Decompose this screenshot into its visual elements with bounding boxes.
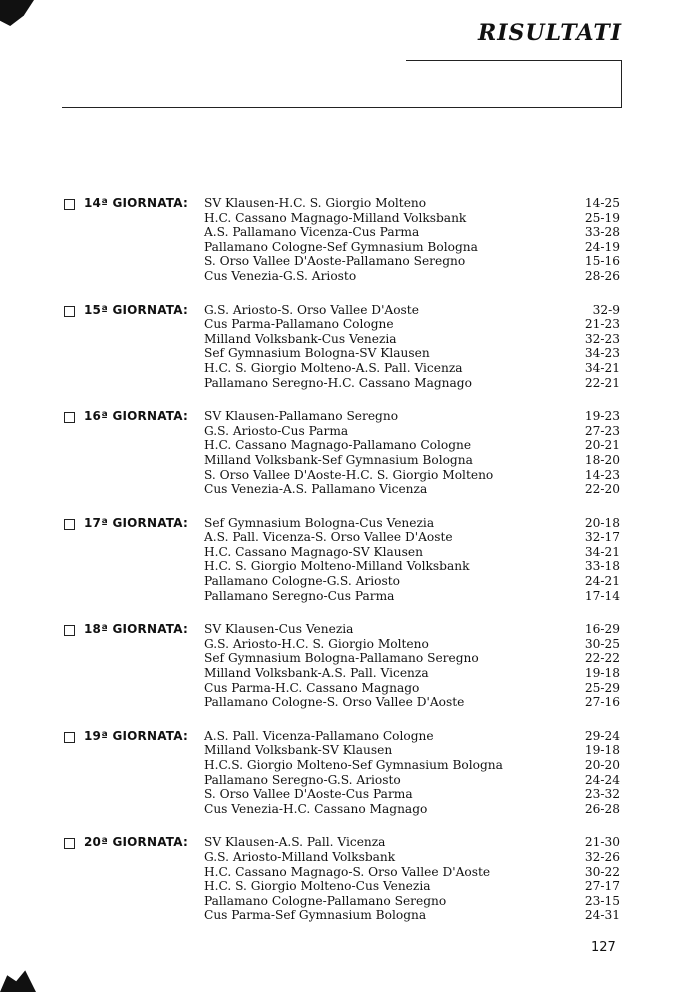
match-teams: Cus Venezia-G.S. Ariosto [204, 268, 357, 283]
match-row [204, 835, 620, 850]
round-label [64, 196, 204, 284]
match-teams: SV Klausen-H.C. S. Giorgio Molteno [204, 196, 427, 210]
match-row [204, 409, 620, 424]
match-score: 19-18 [584, 666, 620, 681]
match-row [204, 666, 620, 681]
round-label [64, 729, 204, 817]
match-row [204, 545, 620, 560]
match-row [204, 908, 620, 923]
match-list [204, 196, 620, 284]
match-row [204, 681, 620, 696]
match-row [204, 637, 620, 652]
match-teams: G.S. Ariosto-Cus Parma [204, 423, 349, 438]
match-score: 30-22 [584, 864, 620, 879]
match-row [204, 622, 620, 637]
match-teams: H.C. Cassano Magnago-SV Klausen [204, 544, 423, 559]
match-teams: H.C. Cassano Magnago-S. Orso Vallee D'Aoste [204, 864, 491, 879]
checkbox-icon [64, 838, 75, 849]
match-row [204, 225, 620, 240]
match-list [204, 409, 620, 497]
round-name: 20ª GIORNATA: [84, 835, 188, 850]
match-teams: G.S. Ariosto-Milland Volksbank [204, 849, 396, 864]
round-name: 15ª GIORNATA: [84, 302, 188, 317]
match-score: 23-32 [584, 787, 620, 802]
match-score: 18-20 [584, 452, 620, 467]
match-row [204, 758, 620, 773]
match-score: 33-18 [584, 559, 620, 574]
match-score: 32-26 [584, 849, 620, 864]
round-block [64, 729, 620, 817]
round-block [64, 196, 620, 284]
match-teams: A.S. Pallamano Vicenza-Cus Parma [204, 225, 420, 240]
match-score: 14-25 [584, 196, 620, 210]
match-score: 34-21 [584, 360, 620, 375]
match-row [204, 211, 620, 226]
match-teams: S. Orso Vallee D'Aoste-H.C. S. Giorgio Molteno [204, 467, 494, 482]
round-block [64, 835, 620, 923]
match-teams: S. Orso Vallee D'Aoste-Cus Parma [204, 787, 413, 802]
checkbox-icon [64, 732, 75, 743]
match-row [204, 559, 620, 574]
match-score: 22-20 [584, 482, 620, 497]
match-teams: Milland Volksbank-A.S. Pall. Vicenza [204, 666, 429, 681]
match-score: 24-24 [584, 772, 620, 787]
round-block [64, 409, 620, 497]
match-teams: Cus Parma-H.C. Cassano Magnago [204, 680, 420, 695]
match-teams: G.S. Ariosto-H.C. S. Giorgio Molteno [204, 636, 429, 651]
match-score: 24-21 [584, 574, 620, 589]
match-teams: Pallamano Cologne-Sef Gymnasium Bologna [204, 239, 478, 254]
match-teams: H.C.S. Giorgio Molteno-Sef Gymnasium Bologna [204, 758, 503, 772]
header-frame-right-rule [621, 60, 622, 108]
corner-mark-bottom-left [0, 968, 36, 992]
match-row [204, 196, 620, 211]
match-teams: SV Klausen-A.S. Pall. Vicenza [204, 835, 386, 850]
match-row [204, 361, 620, 376]
match-teams: Pallamano Cologne-G.S. Ariosto [204, 574, 400, 589]
match-score: 29-24 [584, 728, 620, 743]
match-row [204, 879, 620, 894]
match-score: 14-23 [584, 467, 620, 482]
match-teams: Pallamano Seregno-H.C. Cassano Magnago [204, 375, 472, 390]
match-score: 27-17 [584, 879, 620, 894]
match-row [204, 850, 620, 865]
match-teams: H.C. S. Giorgio Molteno-A.S. Pall. Vicenza [204, 360, 463, 375]
match-teams: SV Klausen-Pallamano Seregno [204, 409, 399, 424]
match-row [204, 530, 620, 545]
match-list [204, 622, 620, 710]
round-label [64, 303, 204, 391]
match-score: 20-21 [584, 438, 620, 453]
match-row [204, 894, 620, 909]
match-score: 19-18 [584, 743, 620, 758]
corner-mark-top-left [0, 0, 34, 26]
match-row [204, 303, 620, 318]
checkbox-icon [64, 199, 75, 210]
match-row [204, 482, 620, 497]
match-teams: Pallamano Cologne-S. Orso Vallee D'Aoste [204, 695, 465, 710]
match-score: 30-25 [584, 636, 620, 651]
match-score: 22-21 [584, 375, 620, 390]
round-name: 14ª GIORNATA: [84, 196, 188, 210]
match-row [204, 589, 620, 604]
match-score: 15-16 [584, 254, 620, 269]
round-name: 17ª GIORNATA: [84, 515, 188, 530]
match-score: 25-19 [584, 210, 620, 225]
round-label [64, 409, 204, 497]
match-list [204, 835, 620, 923]
match-teams: Sef Gymnasium Bologna-Pallamano Seregno [204, 651, 479, 666]
round-name: 19ª GIORNATA: [84, 728, 188, 743]
match-teams: Milland Volksbank-Cus Venezia [204, 331, 397, 346]
match-row [204, 516, 620, 531]
round-name: 18ª GIORNATA: [84, 622, 188, 637]
match-row [204, 695, 620, 710]
match-score: 20-18 [584, 515, 620, 530]
match-teams: Pallamano Seregno-Cus Parma [204, 588, 395, 603]
match-row [204, 240, 620, 255]
match-teams: A.S. Pall. Vicenza-Pallamano Cologne [204, 728, 434, 743]
match-score: 17-14 [584, 588, 620, 603]
match-teams: G.S. Ariosto-S. Orso Vallee D'Aoste [204, 302, 419, 317]
round-block [64, 516, 620, 604]
match-list [204, 729, 620, 817]
match-row [204, 254, 620, 269]
match-teams: Cus Parma-Sef Gymnasium Bologna [204, 908, 427, 923]
match-teams: H.C. S. Giorgio Molteno-Milland Volksbank [204, 559, 470, 574]
match-score: 21-23 [584, 317, 620, 332]
match-teams: Cus Venezia-H.C. Cassano Magnago [204, 801, 428, 816]
round-label [64, 622, 204, 710]
round-block [64, 622, 620, 710]
match-row [204, 453, 620, 468]
section-title: RISULTATI [477, 20, 622, 46]
checkbox-icon [64, 625, 75, 636]
match-score: 27-16 [584, 695, 620, 710]
match-score: 34-21 [584, 544, 620, 559]
match-row [204, 269, 620, 284]
match-row [204, 574, 620, 589]
results-list [64, 196, 620, 942]
match-row [204, 438, 620, 453]
checkbox-icon [64, 412, 75, 423]
match-teams: S. Orso Vallee D'Aoste-Pallamano Seregno [204, 254, 466, 269]
round-block [64, 303, 620, 391]
match-score: 28-26 [584, 268, 620, 283]
match-teams: Pallamano Cologne-Pallamano Seregno [204, 893, 447, 908]
match-teams: Cus Parma-Pallamano Cologne [204, 317, 394, 332]
match-score: 34-23 [584, 346, 620, 361]
match-row [204, 743, 620, 758]
match-row [204, 729, 620, 744]
match-teams: Milland Volksbank-Sef Gymnasium Bologna [204, 452, 473, 467]
match-score: 22-22 [584, 651, 620, 666]
match-score: 24-31 [584, 908, 620, 923]
match-score: 19-23 [584, 409, 620, 424]
match-row [204, 424, 620, 439]
match-teams: Sef Gymnasium Bologna-Cus Venezia [204, 515, 435, 530]
match-row [204, 468, 620, 483]
match-row [204, 773, 620, 788]
match-list [204, 303, 620, 391]
match-row [204, 787, 620, 802]
match-score: 33-28 [584, 225, 620, 240]
match-row [204, 802, 620, 817]
match-teams: H.C. S. Giorgio Molteno-Cus Venezia [204, 879, 431, 894]
checkbox-icon [64, 306, 75, 317]
round-label [64, 835, 204, 923]
match-teams: SV Klausen-Cus Venezia [204, 622, 354, 637]
match-row [204, 332, 620, 347]
match-teams: Milland Volksbank-SV Klausen [204, 743, 393, 758]
round-name: 16ª GIORNATA: [84, 409, 188, 424]
match-score: 26-28 [584, 801, 620, 816]
match-score: 25-29 [584, 680, 620, 695]
page-number: 127 [591, 940, 616, 955]
match-teams: H.C. Cassano Magnago-Milland Volksbank [204, 210, 467, 225]
checkbox-icon [64, 519, 75, 530]
match-teams: Cus Venezia-A.S. Pallamano Vicenza [204, 482, 428, 497]
match-teams: Pallamano Seregno-G.S. Ariosto [204, 772, 401, 787]
match-teams: H.C. Cassano Magnago-Pallamano Cologne [204, 438, 472, 453]
match-row [204, 346, 620, 361]
match-score: 23-15 [584, 893, 620, 908]
round-label [64, 516, 204, 604]
match-row [204, 651, 620, 666]
match-score: 32-23 [584, 331, 620, 346]
header-frame-bottom-rule [62, 107, 622, 108]
match-list [204, 516, 620, 604]
match-score: 32-9 [592, 302, 620, 317]
match-score: 27-23 [584, 423, 620, 438]
match-row [204, 865, 620, 880]
match-score: 24-19 [584, 239, 620, 254]
match-score: 16-29 [584, 622, 620, 637]
match-teams: Sef Gymnasium Bologna-SV Klausen [204, 346, 430, 361]
match-score: 20-20 [584, 758, 620, 772]
match-row [204, 376, 620, 391]
match-score: 32-17 [584, 530, 620, 545]
match-row [204, 317, 620, 332]
match-teams: A.S. Pall. Vicenza-S. Orso Vallee D'Aoste [204, 530, 453, 545]
match-score: 21-30 [584, 835, 620, 850]
header-frame-top-rule [406, 60, 622, 61]
